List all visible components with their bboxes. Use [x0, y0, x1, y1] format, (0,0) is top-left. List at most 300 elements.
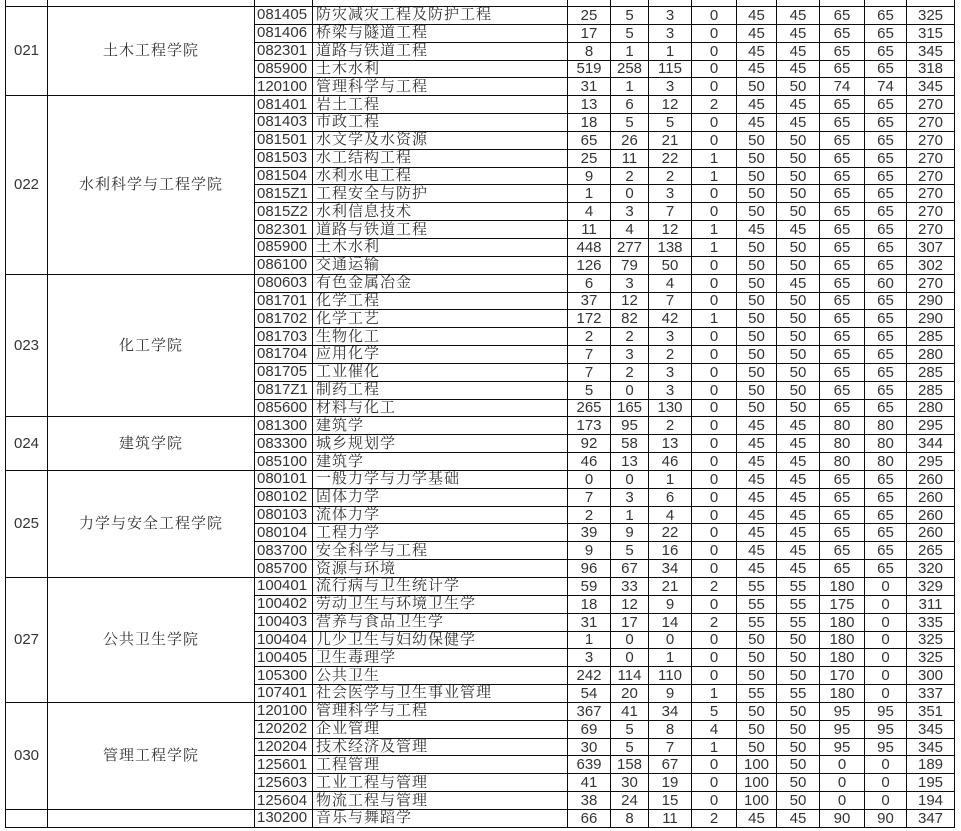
- score-cell: 12: [611, 596, 649, 614]
- score-cell: 65: [865, 382, 907, 400]
- score-cell: 50: [737, 364, 777, 382]
- score-cell: 9: [649, 596, 692, 614]
- empty-cell: [5, 0, 48, 7]
- score-cell: 265: [907, 542, 955, 560]
- score-cell: 66: [568, 810, 611, 828]
- score-cell: 90: [820, 810, 865, 828]
- major-code-cell: 082301: [255, 43, 313, 61]
- score-cell: 45: [777, 524, 820, 542]
- score-cell: 0: [865, 756, 907, 774]
- score-cell: 0: [692, 489, 737, 507]
- major-name-cell: 资源与环境: [313, 560, 568, 578]
- score-cell: 175: [820, 596, 865, 614]
- score-cell: 45: [737, 435, 777, 453]
- major-code-cell: 081406: [255, 25, 313, 43]
- major-name-cell: 物流工程与管理: [313, 792, 568, 810]
- major-name-cell: 管理科学与工程: [313, 703, 568, 721]
- score-cell: 14: [649, 614, 692, 632]
- major-name-cell: 工业催化: [313, 364, 568, 382]
- score-cell: 65: [820, 275, 865, 293]
- score-cell: 50: [777, 239, 820, 257]
- score-cell: 3: [649, 364, 692, 382]
- score-cell: 45: [777, 7, 820, 25]
- score-cell: 0: [692, 203, 737, 221]
- score-cell: 38: [568, 792, 611, 810]
- score-cell: 311: [907, 596, 955, 614]
- score-cell: 0: [692, 185, 737, 203]
- major-name-cell: 应用化学: [313, 346, 568, 364]
- score-cell: 11: [568, 221, 611, 239]
- score-cell: 21: [649, 132, 692, 150]
- score-cell: 0: [692, 542, 737, 560]
- major-code-cell: 086100: [255, 257, 313, 275]
- score-cell: 50: [777, 168, 820, 186]
- major-code-cell: 100403: [255, 614, 313, 632]
- score-cell: 46: [568, 453, 611, 471]
- major-name-cell: 岩土工程: [313, 96, 568, 114]
- score-cell: 7: [649, 203, 692, 221]
- score-cell: 65: [865, 560, 907, 578]
- score-cell: 3: [649, 78, 692, 96]
- empty-cell: [907, 0, 955, 7]
- score-cell: 45: [777, 810, 820, 828]
- score-cell: 290: [907, 310, 955, 328]
- score-cell: 110: [649, 667, 692, 685]
- score-cell: 7: [649, 293, 692, 311]
- score-cell: 0: [611, 471, 649, 489]
- score-cell: 95: [820, 721, 865, 739]
- score-cell: 45: [737, 221, 777, 239]
- score-cell: 170: [820, 667, 865, 685]
- major-name-cell: 营养与食品卫生学: [313, 614, 568, 632]
- major-name-cell: 流行病与卫生统计学: [313, 578, 568, 596]
- score-cell: 50: [737, 739, 777, 757]
- score-cell: 0: [692, 649, 737, 667]
- score-cell: 50: [777, 185, 820, 203]
- score-cell: 2: [692, 96, 737, 114]
- score-cell: 22: [649, 524, 692, 542]
- score-cell: 3: [611, 346, 649, 364]
- score-cell: 1: [611, 507, 649, 525]
- score-cell: 290: [907, 293, 955, 311]
- score-cell: 42: [649, 310, 692, 328]
- score-cell: 67: [611, 560, 649, 578]
- score-cell: 65: [820, 239, 865, 257]
- score-cell: 1: [692, 150, 737, 168]
- score-cell: 50: [737, 310, 777, 328]
- score-cell: 270: [907, 132, 955, 150]
- score-cell: 0: [611, 649, 649, 667]
- score-cell: 45: [777, 560, 820, 578]
- major-name-cell: 防灾减灾工程及防护工程: [313, 7, 568, 25]
- score-cell: 65: [865, 524, 907, 542]
- major-name-cell: 公共卫生: [313, 667, 568, 685]
- score-cell: 50: [777, 132, 820, 150]
- score-cell: 45: [737, 61, 777, 79]
- score-cell: 270: [907, 150, 955, 168]
- major-code-cell: 081705: [255, 364, 313, 382]
- score-cell: 50: [737, 150, 777, 168]
- empty-cell: [649, 0, 692, 7]
- major-code-cell: 081403: [255, 114, 313, 132]
- score-cell: 0: [649, 632, 692, 650]
- major-code-cell: 0815Z2: [255, 203, 313, 221]
- score-cell: 45: [777, 96, 820, 114]
- score-cell: 0: [692, 400, 737, 418]
- score-cell: 31: [568, 78, 611, 96]
- score-cell: 65: [820, 43, 865, 61]
- score-cell: 260: [907, 471, 955, 489]
- admissions-score-table: [5, 0, 955, 828]
- score-cell: 5: [611, 739, 649, 757]
- major-code-cell: 082301: [255, 221, 313, 239]
- score-cell: 65: [865, 203, 907, 221]
- major-name-cell: 土木水利: [313, 61, 568, 79]
- score-cell: 270: [907, 221, 955, 239]
- score-cell: 1: [692, 221, 737, 239]
- score-cell: 50: [737, 185, 777, 203]
- score-cell: 65: [820, 61, 865, 79]
- score-cell: 37: [568, 293, 611, 311]
- score-cell: 65: [865, 471, 907, 489]
- score-cell: 302: [907, 257, 955, 275]
- major-name-cell: 材料与化工: [313, 400, 568, 418]
- score-cell: 0: [692, 524, 737, 542]
- score-cell: 1: [649, 649, 692, 667]
- score-cell: 45: [777, 435, 820, 453]
- score-cell: 65: [865, 132, 907, 150]
- score-cell: 6: [649, 489, 692, 507]
- score-cell: 158: [611, 756, 649, 774]
- empty-cell: [48, 0, 255, 7]
- score-cell: 2: [649, 417, 692, 435]
- score-cell: 34: [649, 560, 692, 578]
- score-cell: 39: [568, 524, 611, 542]
- college-code-cell: 027: [5, 578, 48, 703]
- score-cell: 4: [568, 203, 611, 221]
- score-cell: 65: [865, 489, 907, 507]
- major-name-cell: 工程力学: [313, 524, 568, 542]
- score-cell: 194: [907, 792, 955, 810]
- score-cell: 0: [820, 792, 865, 810]
- major-code-cell: 083700: [255, 542, 313, 560]
- major-name-cell: 建筑学: [313, 453, 568, 471]
- score-cell: 5: [649, 114, 692, 132]
- score-cell: 0: [692, 43, 737, 61]
- score-cell: 45: [777, 275, 820, 293]
- score-cell: 80: [865, 453, 907, 471]
- empty-cell: [865, 0, 907, 7]
- score-cell: 45: [777, 114, 820, 132]
- score-cell: 50: [737, 667, 777, 685]
- score-cell: 80: [820, 435, 865, 453]
- score-cell: 270: [907, 275, 955, 293]
- score-cell: 65: [820, 364, 865, 382]
- score-cell: 2: [692, 578, 737, 596]
- score-cell: 82: [611, 310, 649, 328]
- college-name-cell: 公共卫生学院: [48, 578, 255, 703]
- empty-cell: [777, 0, 820, 7]
- score-cell: 74: [820, 78, 865, 96]
- score-cell: 345: [907, 721, 955, 739]
- score-cell: 65: [820, 114, 865, 132]
- score-cell: 280: [907, 400, 955, 418]
- major-name-cell: 工程安全与防护: [313, 185, 568, 203]
- score-cell: 0: [692, 78, 737, 96]
- score-cell: 189: [907, 756, 955, 774]
- score-cell: 367: [568, 703, 611, 721]
- score-cell: 1: [692, 739, 737, 757]
- score-cell: 345: [907, 43, 955, 61]
- major-code-cell: 120202: [255, 721, 313, 739]
- major-name-cell: 劳动卫生与环境卫生学: [313, 596, 568, 614]
- score-cell: 65: [820, 346, 865, 364]
- score-cell: 0: [692, 275, 737, 293]
- score-cell: 20: [611, 685, 649, 703]
- score-cell: 50: [737, 257, 777, 275]
- score-cell: 21: [649, 578, 692, 596]
- score-cell: 7: [568, 489, 611, 507]
- score-cell: 4: [649, 507, 692, 525]
- score-cell: 50: [777, 739, 820, 757]
- score-cell: 3: [649, 7, 692, 25]
- score-cell: 3: [568, 649, 611, 667]
- major-code-cell: 081405: [255, 7, 313, 25]
- score-cell: 65: [865, 364, 907, 382]
- score-cell: 11: [611, 150, 649, 168]
- score-cell: 45: [737, 507, 777, 525]
- score-cell: 50: [737, 400, 777, 418]
- score-cell: 55: [777, 685, 820, 703]
- score-cell: 0: [692, 667, 737, 685]
- score-cell: 65: [820, 560, 865, 578]
- score-cell: 0: [568, 471, 611, 489]
- score-cell: 65: [865, 310, 907, 328]
- empty-cell: [313, 0, 568, 7]
- score-cell: 270: [907, 96, 955, 114]
- college-code-cell: 024: [5, 417, 48, 471]
- score-cell: 260: [907, 507, 955, 525]
- score-cell: 45: [777, 453, 820, 471]
- score-cell: 3: [611, 489, 649, 507]
- major-code-cell: 080102: [255, 489, 313, 507]
- score-cell: 45: [737, 524, 777, 542]
- score-cell: 9: [568, 542, 611, 560]
- major-code-cell: 120100: [255, 78, 313, 96]
- score-cell: 50: [777, 203, 820, 221]
- score-cell: 50: [777, 400, 820, 418]
- major-name-cell: 道路与铁道工程: [313, 43, 568, 61]
- score-cell: 0: [865, 667, 907, 685]
- score-cell: 65: [820, 25, 865, 43]
- score-cell: 45: [737, 96, 777, 114]
- score-cell: 65: [865, 185, 907, 203]
- score-cell: 3: [649, 185, 692, 203]
- score-cell: 315: [907, 25, 955, 43]
- major-name-cell: 水利水电工程: [313, 168, 568, 186]
- score-cell: 9: [568, 168, 611, 186]
- score-cell: 65: [820, 310, 865, 328]
- score-cell: 295: [907, 453, 955, 471]
- score-cell: 8: [568, 43, 611, 61]
- major-code-cell: 085900: [255, 61, 313, 79]
- score-cell: 45: [777, 221, 820, 239]
- major-code-cell: 100401: [255, 578, 313, 596]
- score-cell: 45: [777, 417, 820, 435]
- score-cell: 1: [692, 168, 737, 186]
- college-name-cell: 水利科学与工程学院: [48, 96, 255, 274]
- major-name-cell: 儿少卫生与妇幼保健学: [313, 632, 568, 650]
- score-cell: 50: [737, 382, 777, 400]
- score-cell: 270: [907, 203, 955, 221]
- score-cell: 13: [649, 435, 692, 453]
- major-name-cell: 水文学及水资源: [313, 132, 568, 150]
- score-cell: 50: [737, 168, 777, 186]
- major-name-cell: 有色金属冶金: [313, 275, 568, 293]
- score-cell: 13: [611, 453, 649, 471]
- major-code-cell: 130200: [255, 810, 313, 828]
- score-cell: 80: [820, 453, 865, 471]
- score-cell: 260: [907, 524, 955, 542]
- score-cell: 2: [649, 346, 692, 364]
- score-cell: 55: [737, 614, 777, 632]
- score-cell: 22: [649, 150, 692, 168]
- score-cell: 7: [568, 364, 611, 382]
- score-cell: 1: [692, 239, 737, 257]
- score-cell: 50: [777, 703, 820, 721]
- score-cell: 285: [907, 382, 955, 400]
- empty-cell: [820, 0, 865, 7]
- score-cell: 3: [611, 275, 649, 293]
- score-cell: 4: [649, 275, 692, 293]
- score-cell: 50: [777, 293, 820, 311]
- score-cell: 45: [777, 471, 820, 489]
- score-cell: 9: [649, 685, 692, 703]
- score-cell: 0: [611, 185, 649, 203]
- score-cell: 335: [907, 614, 955, 632]
- major-name-cell: 管理科学与工程: [313, 78, 568, 96]
- score-cell: 60: [865, 275, 907, 293]
- college-name-cell: [48, 810, 255, 828]
- major-name-cell: 社会医学与卫生事业管理: [313, 685, 568, 703]
- score-cell: 0: [692, 471, 737, 489]
- score-cell: 260: [907, 489, 955, 507]
- score-cell: 0: [692, 114, 737, 132]
- score-cell: 0: [692, 453, 737, 471]
- major-code-cell: 080101: [255, 471, 313, 489]
- score-cell: 180: [820, 614, 865, 632]
- score-cell: 5: [611, 542, 649, 560]
- college-code-cell: 025: [5, 471, 48, 578]
- score-cell: 50: [737, 328, 777, 346]
- score-cell: 19: [649, 774, 692, 792]
- major-name-cell: 工业工程与管理: [313, 774, 568, 792]
- score-cell: 65: [820, 7, 865, 25]
- score-cell: 90: [865, 810, 907, 828]
- score-cell: 2: [568, 507, 611, 525]
- score-cell: 80: [820, 417, 865, 435]
- empty-cell: [737, 0, 777, 7]
- score-cell: 50: [777, 328, 820, 346]
- score-cell: 1: [568, 185, 611, 203]
- score-cell: 65: [820, 132, 865, 150]
- score-cell: 65: [820, 382, 865, 400]
- score-cell: 329: [907, 578, 955, 596]
- major-code-cell: 080103: [255, 507, 313, 525]
- score-cell: 0: [692, 346, 737, 364]
- score-cell: 55: [777, 596, 820, 614]
- score-cell: 1: [649, 471, 692, 489]
- score-cell: 50: [777, 721, 820, 739]
- score-cell: 58: [611, 435, 649, 453]
- score-cell: 7: [568, 346, 611, 364]
- score-cell: 0: [692, 792, 737, 810]
- major-name-cell: 化学工艺: [313, 310, 568, 328]
- score-cell: 65: [865, 114, 907, 132]
- major-code-cell: 085100: [255, 453, 313, 471]
- score-cell: 1: [649, 43, 692, 61]
- score-cell: 95: [865, 703, 907, 721]
- major-code-cell: 125604: [255, 792, 313, 810]
- score-cell: 45: [777, 489, 820, 507]
- score-cell: 8: [611, 810, 649, 828]
- score-cell: 50: [777, 756, 820, 774]
- score-cell: 45: [737, 43, 777, 61]
- score-cell: 45: [777, 61, 820, 79]
- score-cell: 31: [568, 614, 611, 632]
- score-cell: 270: [907, 114, 955, 132]
- score-cell: 2: [611, 168, 649, 186]
- score-cell: 2: [611, 328, 649, 346]
- major-code-cell: 085700: [255, 560, 313, 578]
- major-code-cell: 100405: [255, 649, 313, 667]
- major-code-cell: 0815Z1: [255, 185, 313, 203]
- score-cell: 9: [611, 524, 649, 542]
- major-name-cell: 企业管理: [313, 721, 568, 739]
- score-cell: 45: [777, 507, 820, 525]
- score-cell: 5: [611, 114, 649, 132]
- score-cell: 50: [777, 257, 820, 275]
- score-cell: 50: [777, 346, 820, 364]
- score-cell: 65: [820, 293, 865, 311]
- score-cell: 55: [777, 578, 820, 596]
- score-cell: 0: [692, 382, 737, 400]
- score-cell: 325: [907, 649, 955, 667]
- college-name-cell: 力学与安全工程学院: [48, 471, 255, 578]
- score-cell: 138: [649, 239, 692, 257]
- score-cell: 59: [568, 578, 611, 596]
- score-cell: 5: [692, 703, 737, 721]
- major-name-cell: 固体力学: [313, 489, 568, 507]
- major-code-cell: 081701: [255, 293, 313, 311]
- score-cell: 50: [737, 132, 777, 150]
- score-cell: 0: [611, 632, 649, 650]
- score-cell: 265: [568, 400, 611, 418]
- score-cell: 65: [820, 96, 865, 114]
- score-cell: 115: [649, 61, 692, 79]
- score-cell: 300: [907, 667, 955, 685]
- score-cell: 65: [865, 328, 907, 346]
- score-cell: 50: [777, 667, 820, 685]
- score-cell: 180: [820, 578, 865, 596]
- score-cell: 126: [568, 257, 611, 275]
- score-cell: 80: [865, 435, 907, 453]
- major-code-cell: 081703: [255, 328, 313, 346]
- score-cell: 0: [692, 632, 737, 650]
- score-cell: 0: [865, 632, 907, 650]
- score-cell: 50: [737, 293, 777, 311]
- score-cell: 65: [865, 507, 907, 525]
